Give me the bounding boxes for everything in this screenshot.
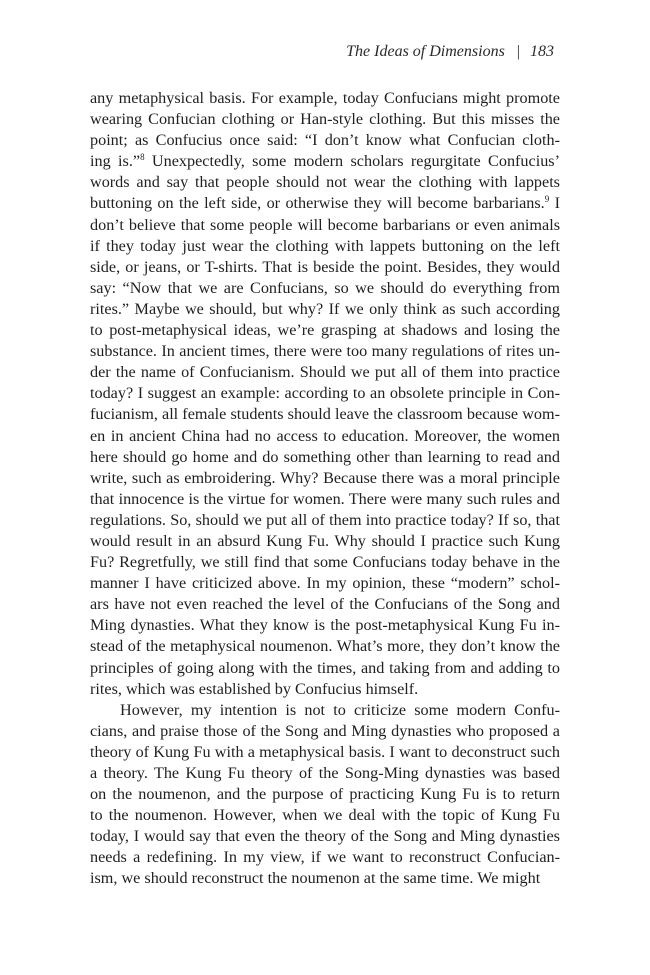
text-line: stead of the metaphysical noumenon. What’s more, they don’t know the [90, 637, 560, 656]
text-line: substance. In ancient times, there were too many regulations of rites un- [90, 342, 560, 361]
text-line: today? I suggest an example: according to an obsolete principle in Con- [90, 384, 560, 403]
text-line: to post-metaphysical ideas, we’re grasping at shadows and losing the [90, 321, 560, 340]
text-line: rites, which was established by Confucius himself. [90, 679, 419, 698]
text-line: if they today just wear the clothing with lappets buttoning on the left [90, 236, 560, 255]
text-line: principles of going along with the times, and taking from and adding to [90, 658, 560, 677]
text-line: any metaphysical basis. For example, today Confucians might promote [90, 89, 560, 107]
text-line: wearing Confucian clothing or Han-style clothing. But this misses the [90, 110, 560, 129]
paragraph [90, 88, 560, 700]
text-line: der the name of Confucianism. Should we put all of them into practice [90, 363, 560, 382]
text-line: here should go home and do something other than learning to read and [90, 447, 560, 466]
text-line: buttoning on the left side, or otherwise they will become barbarians.$^9$ I [90, 194, 560, 213]
text-line: cians, and praise those of the Song and Ming dynasties who proposed a [90, 721, 560, 740]
text-line: to the noumenon. However, when we deal with the topic of Kung Fu [90, 806, 560, 825]
text-line: regulations. So, should we put all of them into practice today? If so, that [90, 510, 560, 529]
text-line: today, I would say that even the theory of the Song and Ming dynasties [90, 827, 560, 846]
footnote-marker: 8 [140, 152, 145, 163]
text-line: side, or jeans, or T-shirts. That is beside the point. Besides, they would [90, 257, 560, 276]
running-head-title: The Ideas of Dimensions [346, 43, 505, 60]
text-line: manner I have criticized above. In my opinion, these “modern” schol- [90, 574, 560, 593]
text-line: on the noumenon, and the purpose of practicing Kung Fu is to return [90, 785, 560, 804]
text-line: say: “Now that we are Confucians, so we should do everything from [90, 278, 560, 297]
text-line: don’t believe that some people will become barbarians or even animals [90, 215, 560, 234]
text-line: would result in an absurd Kung Fu. Why should I practice such Kung [90, 531, 560, 550]
text-line: words and say that people should not wear the clothing with lappets [90, 173, 560, 192]
text-line: point; as Confucius once said: “I don’t know what Confucian cloth- [90, 131, 560, 150]
running-head-separator: | [516, 43, 520, 60]
body-text [90, 88, 560, 890]
text-line: write, such as embroidering. Why? Because there was a moral principle [90, 468, 560, 487]
footnote-marker: 9 [544, 194, 550, 205]
text-line: a theory. The Kung Fu theory of the Song-Ming dynasties was based [90, 764, 560, 782]
text-line: needs a redefining. In my view, if we want to reconstruct Confucian- [90, 848, 560, 867]
page-number: 183 [530, 43, 554, 60]
text-line: ism, we should reconstruct the noumenon at the same time. We might [90, 869, 541, 888]
paragraph [90, 700, 560, 890]
text-line: fucianism, all female students should leave the classroom because wom- [90, 405, 560, 424]
text-line: that innocence is the virtue for women. There were many such rules and [90, 489, 560, 508]
text-line: theory of Kung Fu with a metaphysical basis. I want to deconstruct such [90, 742, 560, 761]
text-line: ing is.”$^8$ Unexpectedly, some modern scholars regurgitate Confucius’ [90, 152, 560, 171]
text-line: Ming dynasties. What they know is the post-metaphysical Kung Fu in- [90, 616, 560, 635]
text-line: However, my intention is not to criticize some modern Confu- [120, 700, 560, 719]
running-head [346, 42, 554, 62]
text-line: en in ancient China had no access to education. Moreover, the women [90, 426, 560, 445]
text-line: ars have not even reached the level of the Confucians of the Song and [90, 595, 560, 614]
text-line: rites.” Maybe we should, but why? If we only think as such according [90, 299, 560, 318]
text-line: Fu? Regretfully, we still find that some Confucians today behave in the [90, 553, 560, 572]
